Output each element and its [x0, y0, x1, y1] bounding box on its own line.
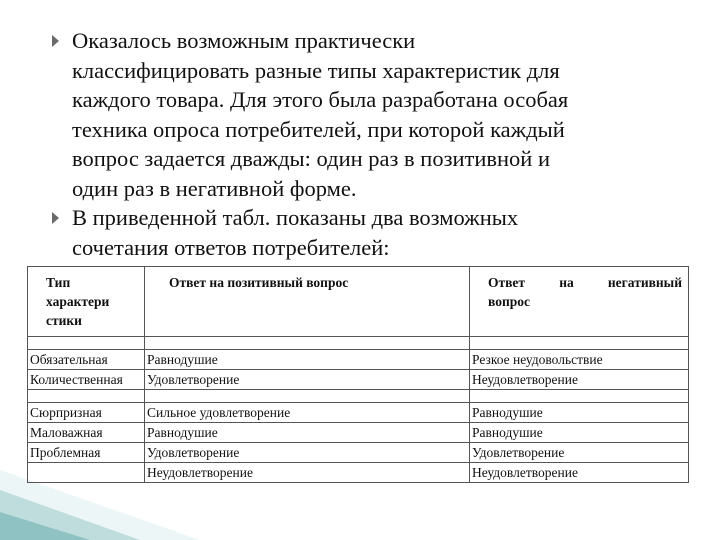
cell-type: Проблемная	[28, 443, 145, 463]
cell-negative: Равнодушие	[470, 403, 689, 423]
cell-negative: Удовлетворение	[470, 443, 689, 463]
cell-positive: Удовлетворение	[145, 370, 470, 390]
bullet-1-line-3: каждого товара. Для этого была разработана особая	[72, 87, 569, 112]
bullet-2-line-1: В приведенной табл. показаны два возможных	[72, 205, 519, 230]
bullet-item-1	[52, 26, 702, 203]
bullet-2-line-2: сочетания ответов потребителей:	[72, 234, 390, 260]
header-type-line-1: Тип	[46, 275, 71, 290]
header-negative-word-2: на	[559, 275, 574, 290]
bullet-list	[52, 26, 702, 262]
bullet-1-line-4: техника опроса потребителей, при которой каждый	[72, 116, 565, 142]
table-gap	[28, 390, 689, 403]
header-negative-word-3: негативный	[607, 275, 682, 290]
cell-type: Обязательная	[28, 350, 145, 370]
table-row	[28, 423, 689, 443]
header-negative-line-2: вопрос	[488, 294, 530, 309]
header-positive: Ответ на позитивный вопрос	[145, 267, 470, 337]
header-type	[28, 267, 145, 337]
cell-negative: Неудовлетворение	[470, 463, 689, 483]
cell-positive: Удовлетворение	[145, 443, 470, 463]
cell-positive: Неудовлетворение	[145, 463, 470, 483]
cell-negative: Неудовлетворение	[470, 370, 689, 390]
bullet-item-2	[52, 203, 702, 262]
header-type-line-2: характери	[46, 294, 110, 309]
bullet-1-line-1: Оказалось возможным практически	[72, 28, 416, 53]
bullet-1-line-2: классифицировать разные типы характеристик для	[72, 57, 560, 83]
table-row	[28, 443, 689, 463]
responses-table	[27, 266, 689, 483]
table-row	[28, 463, 689, 483]
cell-positive: Равнодушие	[145, 423, 470, 443]
cell-positive: Сильное удовлетворение	[145, 403, 470, 423]
table-row	[28, 403, 689, 423]
bullet-arrow-icon	[52, 35, 59, 47]
cell-type: Количественная	[28, 370, 145, 390]
table-header-row	[28, 267, 689, 337]
bullet-1-line-6: один раз в негативной форме.	[72, 175, 357, 201]
cell-type: Сюрпризная	[28, 403, 145, 423]
cell-positive: Равнодушие	[145, 350, 470, 370]
cell-negative: Резкое неудовольствие	[470, 350, 689, 370]
table-row	[28, 370, 689, 390]
bullet-arrow-icon	[52, 212, 59, 224]
header-negative-word-1: Ответ	[488, 275, 526, 290]
header-type-line-3: стики	[46, 313, 82, 328]
cell-type: Маловажная	[28, 423, 145, 443]
cell-type	[28, 463, 145, 483]
table-gap	[28, 337, 689, 350]
bullet-1-line-5: вопрос задается дважды: один раз в позитивной и	[72, 146, 551, 171]
table-row	[28, 350, 689, 370]
header-negative	[470, 267, 689, 337]
cell-negative: Равнодушие	[470, 423, 689, 443]
